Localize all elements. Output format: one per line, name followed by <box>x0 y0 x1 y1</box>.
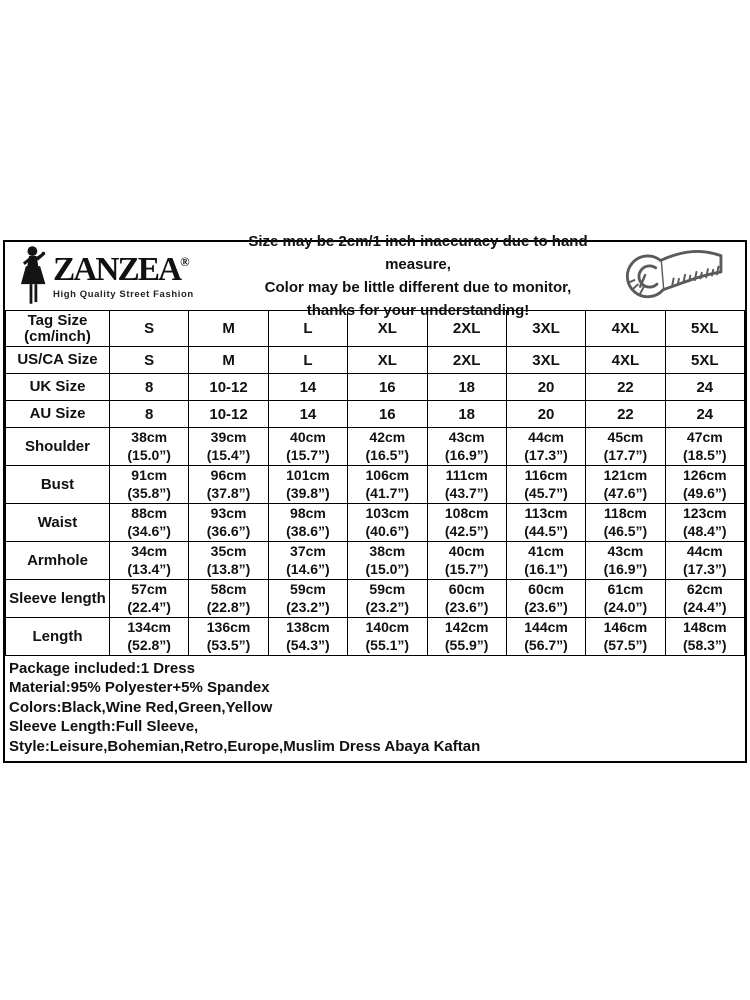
woman-silhouette-icon <box>17 245 51 307</box>
cell-text: 111cm <box>445 467 488 483</box>
row-label <box>6 428 110 466</box>
cell-text: 10-12 <box>209 378 248 396</box>
cell-text: (15.4”) <box>206 446 251 463</box>
cell-text: 101cm <box>286 467 330 483</box>
cell-text: (17.3”) <box>683 560 727 577</box>
cell-text: 2XL <box>452 351 481 369</box>
cell-text: 40cm <box>448 543 485 559</box>
header <box>5 233 745 319</box>
row-label <box>6 542 110 580</box>
measurement-cell <box>189 542 268 580</box>
cell-text: (17.7”) <box>603 446 648 463</box>
size-value-cell <box>348 374 427 401</box>
cell-text: 42cm <box>369 429 406 445</box>
row-label <box>6 401 110 428</box>
measurement-cell <box>586 580 665 618</box>
cell-text: (23.6”) <box>444 598 489 615</box>
cell-text: (24.0”) <box>603 598 648 615</box>
cell-text: (44.5”) <box>524 522 568 539</box>
cell-text: (18.5”) <box>683 446 727 463</box>
cell-text: 123cm <box>683 505 727 521</box>
measurement-row <box>6 580 745 618</box>
measurement-cell <box>586 428 665 466</box>
cell-text: 57cm <box>131 581 168 597</box>
cell-text: 44cm <box>528 429 564 445</box>
product-info-colors: Colors:Black,Wine Red,Green,Yellow <box>9 698 273 716</box>
cell-text: (24.4”) <box>683 598 727 615</box>
cell-text: (23.2”) <box>365 598 410 615</box>
cell-text: 47cm <box>686 429 723 445</box>
cell-text: (46.5”) <box>603 522 648 539</box>
measurement-cell <box>427 542 506 580</box>
brand-logo <box>5 245 223 307</box>
measurement-cell <box>427 618 506 656</box>
measurement-cell <box>110 580 189 618</box>
measurement-cell <box>586 504 665 542</box>
size-value-cell <box>268 374 347 401</box>
product-info-material: Material:95% Polyester+5% Spandex <box>9 679 270 697</box>
measurement-cell <box>586 618 665 656</box>
cell-text: 18 <box>458 405 476 423</box>
measurement-cell <box>189 428 268 466</box>
cell-text: 3XL <box>532 351 560 369</box>
measurement-cell <box>268 428 347 466</box>
cell-text: (35.8”) <box>127 484 171 501</box>
cell-text: L <box>303 320 313 337</box>
measurement-row <box>6 428 745 466</box>
cell-text: 144cm <box>524 619 568 635</box>
size-notice <box>223 230 613 322</box>
size-value-cell <box>427 374 506 401</box>
measurement-cell <box>268 618 347 656</box>
cell-text: (53.5”) <box>206 636 251 653</box>
measurement-cell <box>427 466 506 504</box>
cell-text: 59cm <box>369 581 406 597</box>
size-value-cell <box>665 374 744 401</box>
cell-text: 38cm <box>369 543 406 559</box>
cell-text: (16.5”) <box>365 446 410 463</box>
registered-trademark: ® <box>180 253 190 269</box>
measurement-row <box>6 542 745 580</box>
measuring-tape-icon <box>613 245 731 307</box>
cell-text: XL <box>377 351 397 369</box>
size-row <box>6 401 745 428</box>
cell-text: 43cm <box>607 543 644 559</box>
cell-text: L <box>303 351 313 369</box>
cell-text: 20 <box>537 378 555 396</box>
cell-text: Bust <box>40 475 75 493</box>
cell-text: (16.1”) <box>524 560 568 577</box>
cell-text: Tag Size <box>27 311 88 329</box>
cell-text: 35cm <box>210 543 247 559</box>
size-value-cell <box>268 401 347 428</box>
cell-text: (36.6”) <box>206 522 251 539</box>
size-column-header <box>665 311 744 347</box>
cell-text: 5XL <box>691 351 719 369</box>
size-value-cell <box>268 347 347 374</box>
row-label <box>6 374 110 401</box>
measurement-cell <box>348 428 427 466</box>
cell-text: (23.6”) <box>524 598 568 615</box>
size-value-cell <box>586 374 665 401</box>
measurement-cell <box>189 580 268 618</box>
cell-text: (55.1”) <box>365 636 410 653</box>
cell-text: 59cm <box>290 581 326 597</box>
measurement-cell <box>427 428 506 466</box>
cell-text: 39cm <box>210 429 247 445</box>
cell-text: 60cm <box>448 581 485 597</box>
cell-text: (48.4”) <box>683 522 727 539</box>
measurement-cell <box>189 466 268 504</box>
cell-text: 136cm <box>206 619 251 635</box>
cell-text: 34cm <box>131 543 168 559</box>
measurement-cell <box>268 580 347 618</box>
brand-name <box>53 250 191 288</box>
cell-text: 96cm <box>210 467 247 483</box>
measurement-cell <box>110 618 189 656</box>
measurement-cell <box>665 428 744 466</box>
measurement-cell <box>665 618 744 656</box>
row-label <box>6 347 110 374</box>
cell-text: Armhole <box>27 551 88 569</box>
size-value-cell <box>506 374 585 401</box>
cell-text: (13.8”) <box>206 560 251 577</box>
row-label-tag-size <box>6 311 110 347</box>
row-label <box>6 580 110 618</box>
cell-text: 3XL <box>532 320 560 337</box>
cell-text: (16.9”) <box>603 560 648 577</box>
measurement-cell <box>348 542 427 580</box>
measurement-cell <box>427 580 506 618</box>
measurement-cell <box>506 542 585 580</box>
cell-text: 148cm <box>683 619 727 635</box>
cell-text: 20 <box>537 405 555 423</box>
measurement-cell <box>348 618 427 656</box>
measurement-row <box>6 504 745 542</box>
size-value-cell <box>110 374 189 401</box>
notice-line: Color may be little different due to monitor, <box>264 279 572 296</box>
cell-text: (34.6”) <box>127 522 171 539</box>
cell-text: (37.8”) <box>206 484 251 501</box>
cell-text: (56.7”) <box>524 636 568 653</box>
cell-text: (16.9”) <box>444 446 489 463</box>
measurement-cell <box>506 428 585 466</box>
cell-text: 140cm <box>365 619 410 635</box>
cell-text: 14 <box>299 378 317 396</box>
cell-text: (13.4”) <box>127 560 171 577</box>
cell-text: (47.6”) <box>603 484 648 501</box>
notice-line: Size may be 2cm/1 inch inaccuracy due to hand measure, <box>248 233 588 273</box>
measurement-row <box>6 466 745 504</box>
measurement-cell <box>665 466 744 504</box>
cell-text: Sleeve length <box>9 589 106 607</box>
cell-text: (15.7”) <box>444 560 489 577</box>
measurement-cell <box>189 504 268 542</box>
cell-text: (38.6”) <box>286 522 330 539</box>
measurement-cell <box>348 580 427 618</box>
cell-text: 45cm <box>607 429 644 445</box>
cell-text: 113cm <box>524 505 568 521</box>
cell-text: (55.9”) <box>444 636 489 653</box>
size-value-cell <box>189 347 268 374</box>
cell-text: 134cm <box>127 619 171 635</box>
cell-text: 37cm <box>290 543 326 559</box>
cell-text: (15.0”) <box>365 560 410 577</box>
size-chart-table <box>5 310 745 656</box>
measurement-cell <box>268 466 347 504</box>
row-label <box>6 466 110 504</box>
cell-text: (54.3”) <box>286 636 330 653</box>
cell-text: 126cm <box>683 467 727 483</box>
product-info-style: Style:Leisure,Bohemian,Retro,Europe,Muslim Dress Abaya Kaftan <box>9 737 481 755</box>
cell-text: (22.4”) <box>127 598 171 615</box>
cell-text: 2XL <box>452 320 481 337</box>
cell-text: 8 <box>145 378 154 396</box>
cell-text: 22 <box>617 378 634 396</box>
size-column-header <box>110 311 189 347</box>
cell-text: 146cm <box>603 619 648 635</box>
measurement-cell <box>665 504 744 542</box>
product-info-sleeve: Sleeve Length:Full Sleeve, <box>9 718 199 736</box>
measurement-cell <box>665 542 744 580</box>
cell-text: S <box>144 351 155 369</box>
cell-text: (57.5”) <box>603 636 648 653</box>
cell-text: 4XL <box>611 351 640 369</box>
cell-text: 5XL <box>691 320 719 337</box>
size-value-cell <box>427 347 506 374</box>
cell-text: 24 <box>696 405 714 423</box>
cell-text: (43.7”) <box>444 484 489 501</box>
brand-tagline: High Quality Street Fashion <box>53 288 194 300</box>
cell-text: (40.6”) <box>365 522 410 539</box>
row-label <box>6 504 110 542</box>
size-chart-sheet <box>3 233 747 763</box>
size-value-cell <box>506 401 585 428</box>
cell-text: 14 <box>299 405 317 423</box>
cell-text: (52.8”) <box>127 636 171 653</box>
cell-text: (39.8”) <box>286 484 330 501</box>
cell-text: 44cm <box>686 543 723 559</box>
cell-text: 58cm <box>210 581 247 597</box>
cell-text: 62cm <box>686 581 723 597</box>
measurement-cell <box>268 542 347 580</box>
size-value-cell <box>586 401 665 428</box>
measurement-cell <box>506 618 585 656</box>
cell-text: 106cm <box>365 467 410 483</box>
measurement-cell <box>506 580 585 618</box>
size-row <box>6 374 745 401</box>
measurement-cell <box>110 428 189 466</box>
cell-text: (15.0”) <box>127 446 171 463</box>
cell-text: 40cm <box>290 429 326 445</box>
size-row <box>6 347 745 374</box>
product-info-package: Package included:1 Dress <box>9 660 195 677</box>
size-value-cell <box>348 347 427 374</box>
measurement-cell <box>665 580 744 618</box>
cell-text: (23.2”) <box>286 598 330 615</box>
measurement-cell <box>110 542 189 580</box>
measurement-cell <box>586 466 665 504</box>
size-value-cell <box>348 401 427 428</box>
cell-text: 88cm <box>131 505 168 521</box>
measurement-cell <box>189 618 268 656</box>
measurement-cell <box>506 466 585 504</box>
cell-text: M <box>222 351 235 369</box>
cell-text: 16 <box>378 405 396 423</box>
cell-text: 60cm <box>528 581 564 597</box>
cell-text: 4XL <box>611 320 640 337</box>
cell-text: (58.3”) <box>683 636 727 653</box>
cell-text: 116cm <box>524 467 568 483</box>
cell-text: 121cm <box>603 467 648 483</box>
cell-text: 118cm <box>604 505 647 521</box>
size-value-cell <box>110 347 189 374</box>
cell-text: UK Size <box>29 378 86 395</box>
cell-text: 38cm <box>131 429 168 445</box>
size-value-cell <box>665 401 744 428</box>
cell-text: Shoulder <box>24 437 90 455</box>
notice-line: thanks for your understanding! <box>306 302 530 319</box>
size-value-cell <box>427 401 506 428</box>
cell-text: 138cm <box>286 619 330 635</box>
cell-text: 41cm <box>528 543 564 559</box>
cell-text: 10-12 <box>209 405 248 423</box>
cell-text: (45.7”) <box>524 484 568 501</box>
cell-text: (cm/inch) <box>24 327 91 345</box>
cell-text: 61cm <box>607 581 644 597</box>
cell-text: 18 <box>458 378 476 396</box>
cell-text: Length <box>32 627 83 645</box>
cell-text: 142cm <box>444 619 489 635</box>
cell-text: (14.6”) <box>286 560 330 577</box>
measurement-cell <box>110 466 189 504</box>
size-value-cell <box>189 374 268 401</box>
measurement-row <box>6 618 745 656</box>
cell-text: (15.7”) <box>286 446 330 463</box>
cell-text: 108cm <box>444 505 489 521</box>
measurement-cell <box>348 504 427 542</box>
cell-text: AU Size <box>29 405 86 422</box>
size-value-cell <box>586 347 665 374</box>
cell-text: 91cm <box>131 467 168 483</box>
measurement-cell <box>348 466 427 504</box>
product-info <box>5 656 745 761</box>
brand-text <box>53 250 194 300</box>
size-value-cell <box>110 401 189 428</box>
size-value-cell <box>506 347 585 374</box>
cell-text: 8 <box>145 405 154 423</box>
row-label <box>6 618 110 656</box>
cell-text: (41.7”) <box>365 484 410 501</box>
measurement-cell <box>110 504 189 542</box>
cell-text: 16 <box>378 378 396 396</box>
cell-text: (42.5”) <box>444 522 489 539</box>
cell-text: M <box>222 320 235 337</box>
measurement-cell <box>586 542 665 580</box>
cell-text: (22.8”) <box>206 598 251 615</box>
cell-text: 98cm <box>290 505 326 521</box>
cell-text: 22 <box>617 405 634 423</box>
measurement-cell <box>427 504 506 542</box>
cell-text: (49.6”) <box>683 484 727 501</box>
cell-text: S <box>144 320 155 337</box>
size-value-cell <box>665 347 744 374</box>
measurement-cell <box>506 504 585 542</box>
cell-text: 103cm <box>365 505 410 521</box>
cell-text: 24 <box>696 378 714 396</box>
size-value-cell <box>189 401 268 428</box>
cell-text: Waist <box>37 513 78 531</box>
cell-text: XL <box>377 320 397 337</box>
cell-text: 93cm <box>210 505 247 521</box>
cell-text: 43cm <box>448 429 485 445</box>
cell-text: (17.3”) <box>524 446 568 463</box>
brand-wordmark: ZANZEA <box>53 250 181 288</box>
cell-text: US/CA Size <box>17 351 98 368</box>
measurement-cell <box>268 504 347 542</box>
